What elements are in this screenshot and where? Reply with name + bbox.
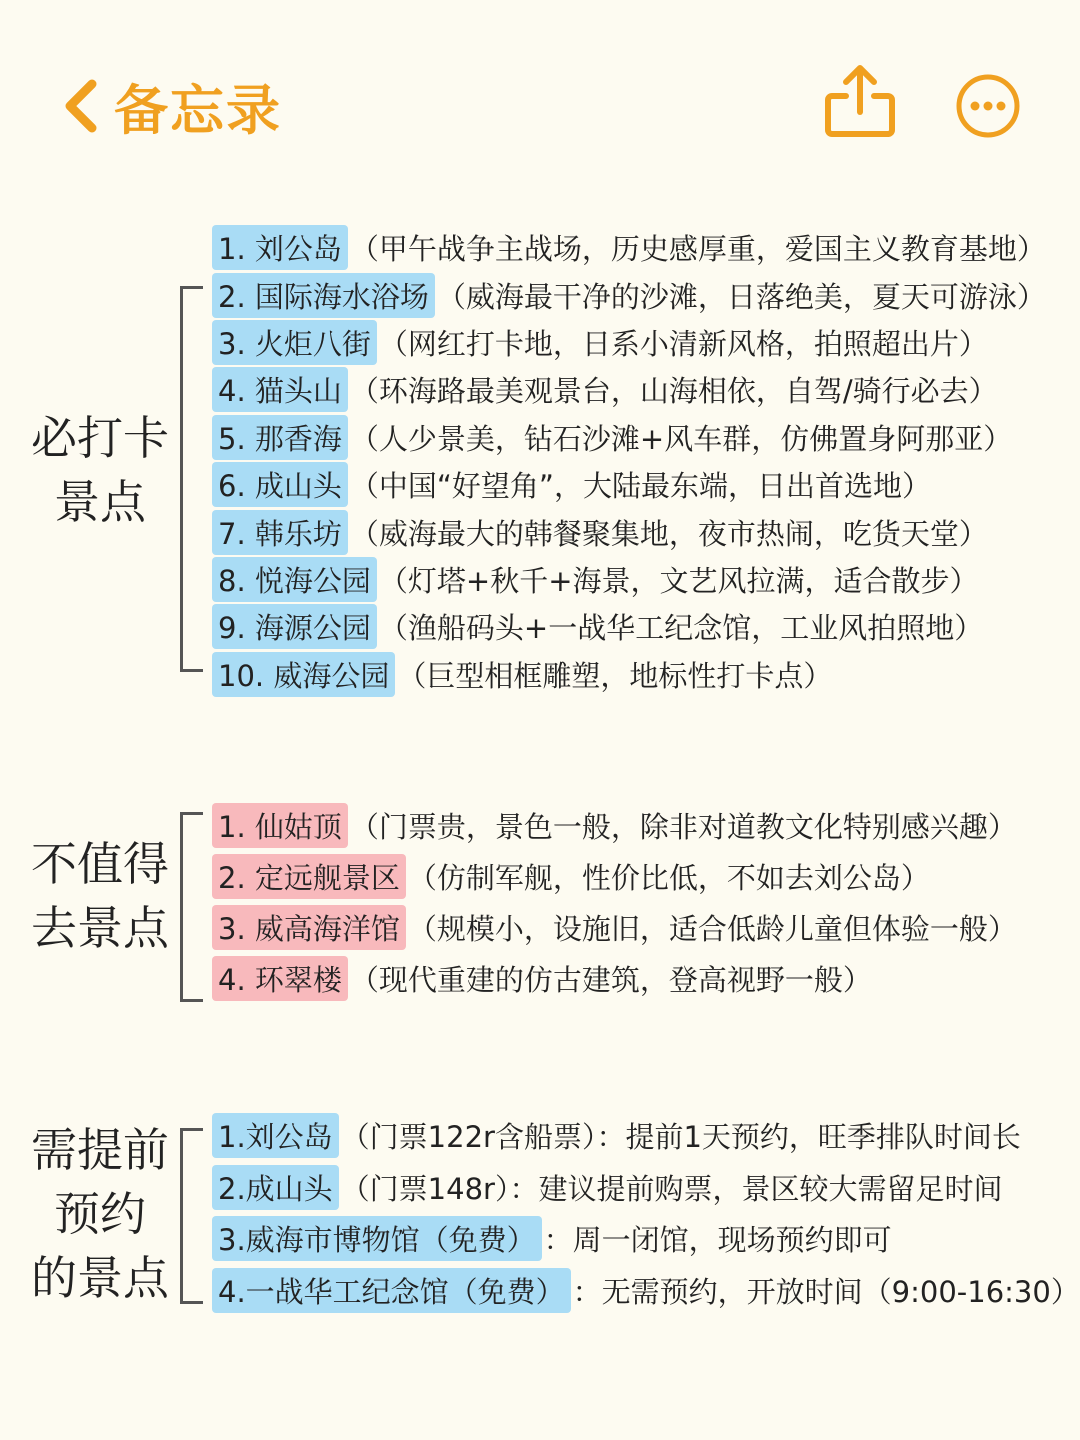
list-item xyxy=(212,319,1046,366)
spot-name-tag: 4. 环翠楼 xyxy=(212,956,348,1001)
list-item xyxy=(212,1110,1080,1162)
spot-name-tag: 2. 国际海水浴场 xyxy=(212,273,435,318)
bracket-divider xyxy=(180,286,203,672)
spot-name-tag: 3.威海市博物馆（免费） xyxy=(212,1216,542,1261)
share-icon xyxy=(820,127,900,146)
spot-name-tag: 2. 定远舰景区 xyxy=(212,854,406,899)
list-item xyxy=(212,414,1046,461)
more-button[interactable] xyxy=(955,73,1021,139)
list-item xyxy=(212,508,1046,555)
spot-list xyxy=(212,800,1017,1004)
spot-description: （灯塔+秋千+海景，文艺风拉满，适合散步） xyxy=(378,563,979,598)
bracket-divider xyxy=(180,1128,203,1304)
more-icon xyxy=(955,124,1021,143)
back-button[interactable] xyxy=(60,68,282,144)
section-not-worth xyxy=(0,800,1080,1010)
spot-description: （门票148r）：建议提前购票，景区较大需留足时间 xyxy=(340,1171,1003,1206)
spot-description: ：无需预约，开放时间（9:00-16:30） xyxy=(572,1274,1080,1309)
spot-name-tag: 6. 成山头 xyxy=(212,462,348,507)
spot-description: ：周一闭馆，现场预约即可 xyxy=(543,1223,892,1258)
spot-description: （中国“好望角”，大陆最东端，日出首选地） xyxy=(349,469,931,504)
section-reservation xyxy=(0,1110,1080,1330)
spot-name-tag: 1.刘公岛 xyxy=(212,1113,339,1158)
spot-name-tag: 1. 仙姑顶 xyxy=(212,803,348,848)
spot-name-tag: 4. 猫头山 xyxy=(212,367,348,412)
spot-description: （现代重建的仿古建筑，登高视野一般） xyxy=(349,963,872,997)
list-item xyxy=(212,271,1046,318)
spot-description: （渔船码头+一战华工纪念馆，工业风拍照地） xyxy=(378,611,984,646)
section-title-line: 必打卡 xyxy=(31,411,169,465)
list-item xyxy=(212,1213,1080,1265)
spot-description: （仿制军舰，性价比低，不如去刘公岛） xyxy=(407,861,930,895)
list-item xyxy=(212,556,1046,603)
section-title-line: 预约 xyxy=(54,1187,146,1241)
spot-name-tag: 9. 海源公园 xyxy=(212,604,377,649)
spot-description: （门票贵，景色一般，除非对道教文化特别感兴趣） xyxy=(349,810,1017,844)
spot-name-tag: 8. 悦海公园 xyxy=(212,557,377,602)
section-title-line: 去景点 xyxy=(31,901,169,955)
spot-name-tag: 3. 火炬八街 xyxy=(212,320,377,365)
list-item xyxy=(212,366,1046,413)
section-title-line: 的景点 xyxy=(31,1251,169,1305)
spot-name-tag: 1. 刘公岛 xyxy=(212,225,348,270)
list-item xyxy=(212,1265,1080,1317)
section-title-line: 不值得 xyxy=(31,837,169,891)
list-item xyxy=(212,851,1017,902)
spot-description: （巨型相框雕塑，地标性打卡点） xyxy=(397,658,833,693)
spot-description: （威海最干净的沙滩，日落绝美，夏天可游泳） xyxy=(436,279,1046,314)
list-item xyxy=(212,603,1046,650)
section-must-visit xyxy=(0,220,1080,700)
list-item xyxy=(212,1162,1080,1214)
list-item xyxy=(212,800,1017,851)
list-item xyxy=(212,224,1046,271)
spot-description: （网红打卡地，日系小清新风格，拍照超出片） xyxy=(378,326,988,361)
spot-name-tag: 4.一战华工纪念馆（免费） xyxy=(212,1268,571,1313)
spot-list xyxy=(212,1110,1080,1316)
spot-description: （人少景美，钻石沙滩+风车群，仿佛置身阿那亚） xyxy=(349,421,1013,456)
spot-list xyxy=(212,224,1046,698)
chevron-left-icon xyxy=(60,78,100,134)
list-item xyxy=(212,651,1046,698)
list-item xyxy=(212,953,1017,1004)
back-label: 备忘录 xyxy=(114,78,282,142)
spot-name-tag: 5. 那香海 xyxy=(212,415,348,460)
section-title xyxy=(20,406,180,534)
spot-description: （威海最大的韩餐聚集地，夜市热闹，吃货天堂） xyxy=(349,516,988,551)
list-item xyxy=(212,461,1046,508)
spot-description: （规模小，设施旧，适合低龄儿童但体验一般） xyxy=(407,912,1017,946)
bracket-divider xyxy=(180,812,203,1002)
share-button[interactable] xyxy=(820,62,900,142)
spot-description: （甲午战争主战场，历史感厚重，爱国主义教育基地） xyxy=(349,232,1046,267)
spot-description: （环海路最美观景台，山海相依，自驾/骑行必去） xyxy=(349,374,998,409)
list-item xyxy=(212,902,1017,953)
spot-name-tag: 2.成山头 xyxy=(212,1165,339,1210)
section-title xyxy=(20,832,180,960)
spot-name-tag: 7. 韩乐坊 xyxy=(212,510,348,555)
section-title xyxy=(20,1118,180,1310)
section-title-line: 景点 xyxy=(54,475,146,529)
spot-name-tag: 3. 威高海洋馆 xyxy=(212,905,406,950)
spot-name-tag: 10. 威海公园 xyxy=(212,652,395,697)
section-title-line: 需提前 xyxy=(31,1123,169,1177)
top-bar xyxy=(0,0,1080,200)
spot-description: （门票122r含船票）：提前1天预约，旺季排队时间长 xyxy=(340,1120,1021,1155)
